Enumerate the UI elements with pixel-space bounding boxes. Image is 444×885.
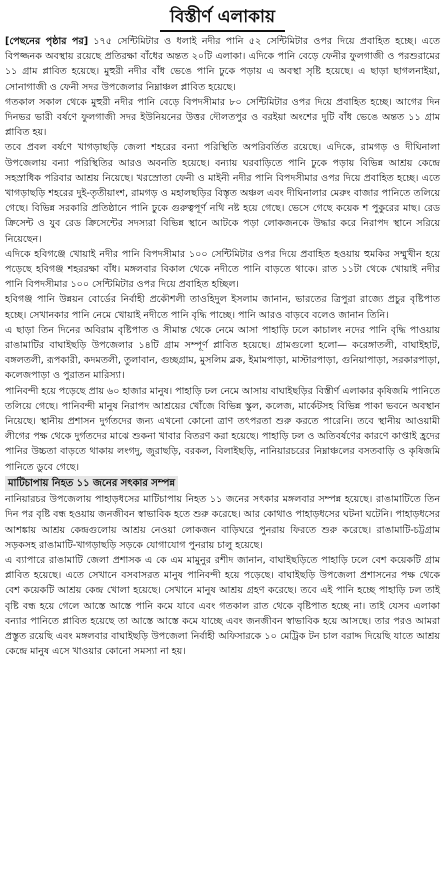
- article-headline: বিস্তীর্ণ এলাকায়: [160, 4, 285, 32]
- paragraph-7: পানিবন্দী হয়ে পড়েছে প্রায় ৬০ হাজার মানুষ। পাহাড়ি ঢল নেমে আসায় বাঘাইছড়ির বিস্তীর্ণ এলাকার কৃষিজমি পানিতে তলিয়ে গেছে। পানিবন্দী মানুষ নিরাপদ আশ্রয়ের খোঁজে বিভিন্ন স্কুল, কলেজ, মার্কেটসহ বিভিন্ন পাকা ভবনে অবস্থান নিয়েছে। স্থানীয় প্রশাসন দুর্গতদের জন্য এখনো কোনো ত্রাণ তৎপরতা শুরু করতে পারেনি। তবে স্থানীয় আওয়ামী লীগের পক্ষ থেকে দুর্গতদের মাঝে শুকনা খাবার বিতরণ করা হয়েছে। পাহাড়ি ঢল ও অতিবর্ষণের কারণে কাপ্তাই হ্রদের পানির উচ্চতা বাড়তে থাকায় লংগদু, জুরাছড়ি, বরকল, বিলাইছড়ি, নানিয়ারচরের নিম্নাঞ্চলের বসতবাড়ি ও কৃষিজমি পানিতে ডুবে গেছে।: [5, 385, 440, 473]
- headline-container: [5, 0, 440, 34]
- paragraph-3: তবে প্রবল বর্ষণে খাগড়াছড়ি জেলা শহরের বন্যা পরিস্থিতি অপরিবর্তিত রয়েছে। এদিকে, রামগড় ও দীঘিনালা উপজেলায় বন্যা পরিস্থিতির আরও অবনতি হয়েছে। বন্যায় ঘরবাড়িতে পানি ঢুকে পড়ায় বিভিন্ন আশ্রয় কেন্দ্রে সহস্রাধিক পরিবার আশ্রয় নিয়েছে। খরস্রোতা ফেনী ও মাইনী নদীর পানি বিপদসীমার ওপর দিয়ে প্রবাহিত হচ্ছে। এতে খাগড়াছড়ি শহরের দুই-তৃতীয়াংশ, রামগড় ও মহালছড়ির বিস্তৃত অঞ্চল এবং দীঘিনালার মেরুং বাজার পানিতে তলিয়ে গেছে। বিভিন্ন সরকারি প্রতিষ্ঠানে পানি ঢুকে গুরুত্বপূর্ণ নথি নষ্ট হয়ে গেছে। ভেসে গেছে কয়েক শ পুকুরের মাছ। রেড ক্রিসেন্ট ও যুব রেড ক্রিসেন্টের সদস্যরা বিভিন্ন স্থানে আটকে পড়া লোকজনকে উদ্ধার করে নিরাপদ স্থানে সরিয়ে নিয়েছেন।: [5, 142, 440, 245]
- paragraph-1-text: ১৭৫ সেন্টিমিটার ও ধলাই নদীর পানি ৫২ সেন্টিমিটার ওপর দিয়ে প্রবাহিত হচ্ছে। এতে বিপজ্জনক অবস্থায় রয়েছে প্রতিরক্ষা বাঁধের অন্তত ২০টি এলাকা। এদিকে পানি বেড়ে ফেনীর ফুলগাজী ও পরশুরামের ১১ গ্রাম প্লাবিত হয়েছে। মুহুরী নদীর বাঁধ ভেঙে পানি ঢুকে পড়ায় এ অবস্থা সৃষ্টি হয়েছে। এ ছাড়া ছাগলনাইয়া, সোনাগাজী ও ফেনী সদর উপজেলার নিম্নাঞ্চল প্লাবিত হয়েছে।: [5, 36, 440, 93]
- paragraph-4: এদিকে হবিগঞ্জে খোয়াই নদীর পানি বিপদসীমার ১০০ সেন্টিমিটার ওপর দিয়ে প্রবাহিত হওয়ায় হুমকির সম্মুখীন হয়ে পড়েছে হবিগঞ্জ শহররক্ষা বাঁধ। মঙ্গলবার বিকাল থেকে নদীতে পানি বাড়তে থাকে। রাত ১১টা থেকে খোয়াই নদীর পানি বিপদসীমার ১০০ সেন্টিমিটার ওপর দিয়ে প্রবাহিত হচ্ছিল।: [5, 248, 440, 291]
- paragraph-8: নানিয়ারচর উপজেলায় পাহাড়ধসের মাটিচাপায় নিহত ১১ জনের সৎকার মঙ্গলবার সম্পন্ন হয়েছে। রাঙামাটিতে তিন দিন পর বৃষ্টি বন্ধ হওয়ায় জনজীবন স্বাভাবিক হতে শুরু করেছে। আর কোথাও পাহাড়ধসের ঘটনা ঘটেনি। পাহাড়ধসের আশঙ্কায় আশ্রয় কেন্দ্রগুলোয় আশ্রয় নেওয়া লোকজন বাড়িঘরে পুনরায় ফিরতে শুরু করেছে। রাঙামাটি-চট্টগ্রাম সড়কসহ রাঙামাটি-খাগড়াছড়ি সড়কে যোগাযোগ পুনরায় চালু হয়েছে।: [5, 494, 440, 551]
- paragraph-1: [5, 34, 440, 95]
- paragraph-9: এ ব্যাপারে রাঙামাটি জেলা প্রশাসক এ কে এম মামুনুর রশীদ জানান, বাঘাইছড়িতে পাহাড়ি ঢলে বেশ কয়েকটি গ্রাম প্লাবিত হয়েছে। এতে সেখানে বসবাসরত মানুষ পানিবন্দী হয়ে পড়েছে। বাঘাইছড়ি উপজেলা প্রশাসনের পক্ষ থেকে বেশ কয়েকটি আশ্রয় কেন্দ্র খোলা হয়েছে। সেখানে মানুষ আশ্রয় গ্রহণ করেছে। তবে এই পানি হচ্ছে পাহাড়ি ঢল তাই বৃষ্টি বন্ধ হয়ে গেলে আস্তে আস্তে পানি কমে যাবে এবং গতকাল রাত থেকে বৃষ্টিপাত হচ্ছে না। তাই যেসব এলাকা বন্যার পানিতে প্লাবিত হয়েছে তা আস্তে আস্তে কমে যাচ্ছে এবং জনজীবন স্বাভাবিক হয়ে আসছে। তার পরও আমরা প্রস্তুত রয়েছি এবং মঙ্গলবার বাঘাইছড়ি উপজেলা নির্বাহী অফিসারকে ১০ মেট্রিক টন চাল বরাদ্দ দিয়েছি যাতে আশ্রয় কেন্দ্রে মানুষ এসে খাওয়ার কোনো সমস্যা না হয়।: [5, 554, 440, 658]
- paragraph-2: গতকাল সকাল থেকে মুহুরী নদীর পানি বেড়ে বিপদসীমার ৮০ সেন্টিমিটার ওপর দিয়ে প্রবাহিত হচ্ছে। আগের দিন দিনভর ভারী বর্ষণে ফুলগাজী সদর ইউনিয়নের উত্তর দৌলতপুর ও বরইয়া অংশের দুটি বাঁধ ভেঙে অন্তত ১১ গ্রাম প্লাবিত হয়।: [5, 96, 440, 139]
- subheading: মাটিচাপায় নিহত ১১ জনের সৎকার সম্পন্ন: [5, 476, 178, 491]
- paragraph-6: এ ছাড়া তিন দিনের অবিরাম বৃষ্টিপাত ও সীমান্ত থেকে নেমে আসা পাহাড়ি ঢলে কাচালং নদের পানি বৃদ্ধি পাওয়ায় রাঙামাটির বাঘাইছড়ি উপজেলার ১৪টি গ্রাম সম্পূর্ণ প্লাবিত হয়েছে। গ্রামগুলো হলো— করেঙ্গাতলী, বাঘাইহাট, বঙ্গলতলী, রূপকারী, কদমতলী, তুলাবান, গুচ্ছগ্রাম, মুসলিম ব্লক, ইমামপাড়া, মাস্টারপাড়া, গুনিয়াপাড়া, সরকারপাড়া, কলেজপাড়া ও পুরাতন মারিস্যা।: [5, 324, 440, 382]
- continued-from-label: [পেছনের পৃষ্ঠার পর]: [5, 36, 89, 47]
- paragraph-5: হবিগঞ্জ পানি উন্নয়ন বোর্ডের নির্বাহী প্রকৌশলী তাওহিদুল ইসলাম জানান, ভারতের ত্রিপুরা রাজ্যে প্রচুর বৃষ্টিপাত হচ্ছে। সেখানকার পানি নেমে খোয়াই নদীতে পানি বৃদ্ধি পাচ্ছে। পানি আরও বাড়বে বলেও জানান তিনি।: [5, 294, 440, 321]
- article-body: [5, 34, 440, 659]
- subheading-container: [5, 475, 440, 492]
